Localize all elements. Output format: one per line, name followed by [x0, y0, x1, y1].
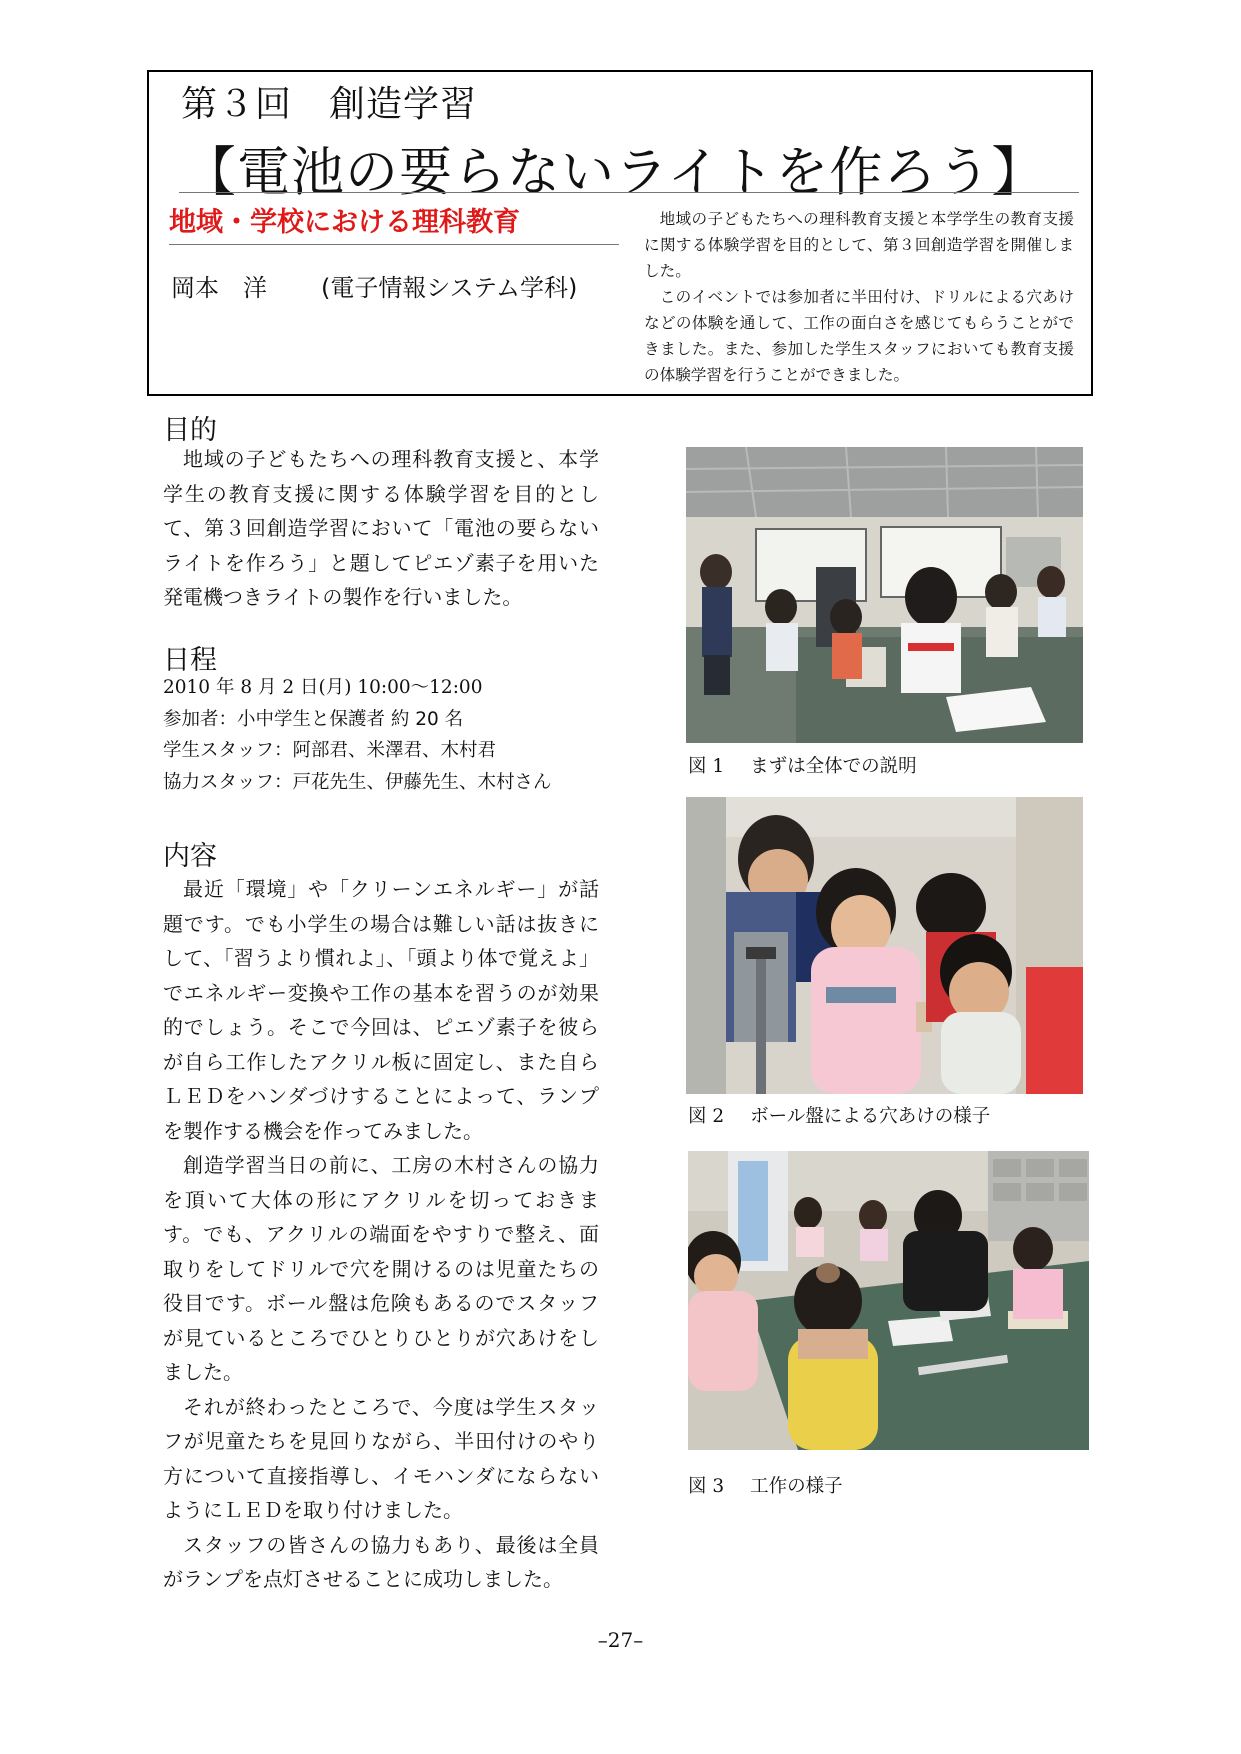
title-divider [179, 192, 1079, 193]
category-label: 地域・学校における理科教育 [169, 207, 520, 238]
schedule-cooperating-staff: 協力スタッフ：戸花先生、伊藤先生、木村さん [163, 771, 552, 793]
figure-caption-text: ボール盤による穴あけの様子 [750, 1106, 991, 1127]
content-paragraph: 最近「環境」や「クリーンエネルギー」が話題です。でも小学生の場合は難しい話は抜きにして、「習うより慣れよ」、「頭より体で覚えよ」でエネルギー変換や工作の基本を習うのが効果的でしょう。そこで今回は、ピエゾ素子を彼らが自ら工作したアクリル板に固定し、また自らＬＥＤをハンダづけすることによって、ランプを製作する機会を作ってみました。 [163, 877, 599, 1143]
content-paragraph: それが終わったところで、今度は学生スタッフが児童たちを見回りながら、半田付けのやり方について直接指導し、イモハンダにならないようにＬＥＤを取り付けました。 [163, 1394, 599, 1522]
photo-classroom-explanation [686, 447, 1083, 743]
schedule-info [163, 672, 613, 798]
section-heading-purpose: 目的 [163, 415, 217, 446]
figure-caption-text: まずは全体での説明 [750, 756, 917, 777]
content-paragraph: スタッフの皆さんの協力もあり、最後は全員がランプを点灯させることに成功しました。 [163, 1532, 599, 1591]
author-line [171, 268, 577, 303]
category-divider [169, 244, 619, 245]
content-text [163, 872, 599, 1597]
schedule-student-staff: 学生スタッフ：阿部君、米澤君、木村君 [163, 740, 497, 761]
author-department: (電子情報システム学科) [321, 274, 578, 302]
figure-caption-3 [688, 1472, 843, 1498]
photo-crafting [688, 1151, 1089, 1450]
purpose-paragraph: 地域の子どもたちへの理科教育支援と、本学学生の教育支援に関する体験学習を目的として、第３回創造学習において「電池の要らないライトを作ろう」と題してピエゾ素子を用いた発電機つきライトの製作を行いました。 [163, 447, 599, 609]
schedule-participants: 参加者：小中学生と保護者 約 20 名 [163, 708, 464, 730]
section-heading-schedule: 日程 [163, 645, 217, 676]
photo-drill-press [686, 797, 1083, 1094]
page-number: –27– [597, 1628, 644, 1652]
abstract [644, 206, 1074, 388]
header-subtitle: 第３回 創造学習 [181, 84, 478, 125]
content-paragraph: 創造学習当日の前に、工房の木村さんの協力を頂いて大体の形にアクリルを切っておきます。でも、アクリルの端面をやすりで整え、面取りをしてドリルで穴を開けるのは児童たちの役目です。ボール盤は危険もあるのでスタッフが見ているところでひとりひとりが穴あけをしました。 [163, 1153, 599, 1384]
purpose-text [163, 442, 599, 615]
figure-caption-1 [688, 752, 917, 778]
section-heading-content: 内容 [163, 841, 217, 872]
schedule-date: 2010 年 8 月 2 日(月) 10:00〜12:00 [163, 677, 483, 698]
header-box [147, 70, 1093, 396]
abstract-paragraph: 地域の子どもたちへの理科教育支援と本学学生の教育支援に関する体験学習を目的として、第３回創造学習を開催しました。 [644, 210, 1074, 280]
abstract-paragraph: このイベントでは参加者に半田付け、ドリルによる穴あけなどの体験を通して、工作の面白さを感じてもらうことができました。また、参加した学生スタッフにおいても教育支援の体験学習を行うことができました。 [644, 288, 1074, 384]
figure-caption-text: 工作の様子 [750, 1476, 843, 1497]
figure-number: 図 2 [688, 1106, 725, 1127]
figure-number: 図 3 [688, 1476, 725, 1497]
author-name: 岡本 洋 [171, 274, 267, 302]
page-title: 【電池の要らないライトを作ろう】 [183, 142, 1046, 203]
figure-caption-2 [688, 1102, 990, 1128]
figure-number: 図 1 [688, 756, 725, 777]
